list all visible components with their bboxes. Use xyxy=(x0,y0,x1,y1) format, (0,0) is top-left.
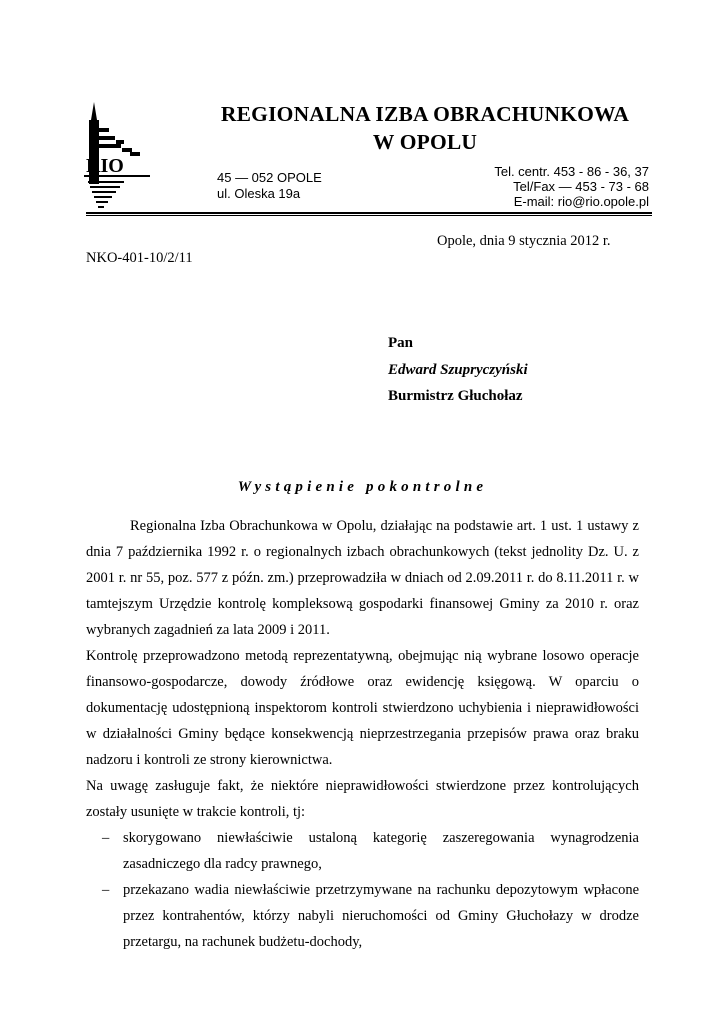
bullet-dash: – xyxy=(102,882,110,898)
corrections-list xyxy=(86,825,639,955)
body-paragraph: Na uwagę zasługuje fakt, że niektóre nieprawidłowości stwierdzone przez kontrolujących zostały usunięte w trakcie kontroli, tj: xyxy=(86,778,639,820)
recipient-position: Burmistrz Głuchołaz xyxy=(388,388,523,404)
list-item xyxy=(86,877,639,955)
body-paragraph: Regionalna Izba Obrachunkowa w Opolu, działając na podstawie art. 1 ust. 1 ustawy z dnia 7 października 1992 r. o regionalnych izbach obrachunkowych (tekst jednolity Dz. U. z 2001 r. nr 55, poz. 577 z późn. zm.) przeprowadziła w dniach od 2.09.2011 r. do 8.11.2011 r. w tamtejszym Urzędzie kontrolę kompleksową gospodarki finansowej Gminy za 2010 r. oraz wybranych zagadnień za lata 2009 i 2011. xyxy=(86,518,639,638)
body-paragraph: Kontrolę przeprowadzono metodą reprezentatywną, obejmując nią wybrane losowo operacje finansowo-gospodarcze, dowody źródłowe oraz ewidencję księgową. W oparciu o dokumentację udostępnioną inspektorom kontroli stwierdzono uchybienia i nieprawidłowości w działalności Gminy będące konsekwencją nieprzestrzegania przepisów prawa oraz braku nadzoru i kontroli ze strony kierownictwa. xyxy=(86,648,639,768)
letter-date: Opole, dnia 9 stycznia 2012 r. xyxy=(437,233,611,249)
header-divider-thick xyxy=(86,212,652,214)
letter-body xyxy=(86,513,639,955)
list-item-text: przekazano wadia niewłaściwie przetrzymywane na rachunku depozytowym wpłacone przez kontrahentów, którzy nabyli nieruchomości od Gminy Głuchołazy w drodze przetargu, na rachunek budżetu-dochody, xyxy=(123,882,639,950)
logo-spire xyxy=(91,102,97,120)
contact-email: E-mail: rio@rio.opole.pl xyxy=(513,194,649,209)
address-street: ul. Oleska 19a xyxy=(217,186,301,201)
org-name-line2: W OPOLU xyxy=(372,130,478,154)
org-name-line1: REGIONALNA IZBA OBRACHUNKOWA xyxy=(220,102,630,126)
rio-logo xyxy=(80,98,154,210)
list-item-text: skorygowano niewłaściwie ustaloną kategorię zaszeregowania wynagrodzenia zasadniczego dla radcy prawnego, xyxy=(123,830,639,872)
recipient-salutation: Pan xyxy=(388,335,414,351)
reference-number: NKO-401-10/2/11 xyxy=(86,250,193,266)
contact-phone: Tel. centr. 453 - 86 - 36, 37 xyxy=(494,164,649,179)
list-item xyxy=(86,825,639,877)
address-postal: 45 — 052 OPOLE xyxy=(217,170,322,185)
bullet-dash: – xyxy=(102,830,110,846)
recipient-name: Edward Szupryczyński xyxy=(388,362,528,378)
header-divider-thin xyxy=(86,215,652,216)
document-heading: Wystąpienie pokontrolne xyxy=(237,479,488,495)
contact-fax: Tel/Fax — 453 - 73 - 68 xyxy=(513,179,649,194)
logo-text: RIO xyxy=(86,155,124,177)
